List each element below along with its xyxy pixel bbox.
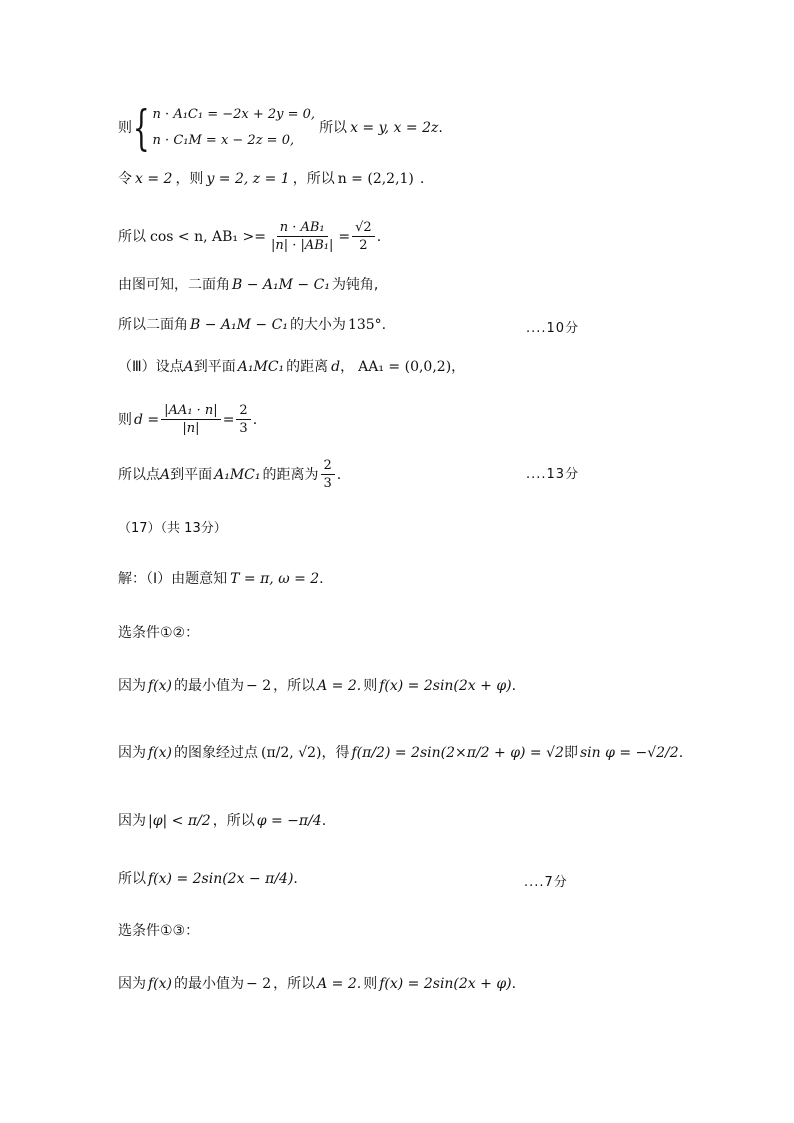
score-marker: ....10分 <box>526 321 580 336</box>
text: 的距离为 <box>262 466 319 483</box>
math: f(π/2) = 2sin(2×π/2 + φ) = √2 <box>351 745 564 761</box>
text: 所以 <box>118 228 146 245</box>
text: ，所以 <box>212 813 255 829</box>
text: 因为 <box>118 678 146 694</box>
line-part-three <box>118 358 465 376</box>
math: B − A₁M − C₁ <box>190 317 288 333</box>
line-function-result: 所以 f(x) = 2sin(2x − π/4) . <box>118 871 298 887</box>
equation-2: n · C₁M = x − 2z = 0, <box>152 133 295 148</box>
text: 解：（Ⅰ）由题意知 <box>118 571 228 587</box>
math: x = y, x = 2z <box>350 120 439 136</box>
math: x = 2 <box>135 171 173 187</box>
text: 则 <box>118 411 132 428</box>
text: ，所以 <box>273 976 316 992</box>
math: f(x) = 2sin(2x + φ) <box>379 976 512 992</box>
text: 则 <box>363 976 378 992</box>
condition-heading: 选条件①②： <box>118 625 200 641</box>
text: 所以点 <box>118 466 160 483</box>
condition-heading: 选条件①③： <box>118 923 200 939</box>
math: d <box>331 359 341 375</box>
line-dihedral-value: 所以二面角 B − A₁M − C₁ 的大小为 135° . <box>118 317 387 333</box>
math: f(x) <box>148 745 173 761</box>
fraction: $\frac{\text{n · AB₁}}{\text{|n| · |AB₁|}}$ <box>270 220 334 253</box>
text: 为钝角, <box>331 277 379 293</box>
math: f(x) <box>148 678 173 694</box>
text: 则 <box>363 678 378 694</box>
fraction: $\frac{\text{|AA₁ · n|}}{|n|}$ <box>161 403 221 436</box>
line-phi-range: 因为 |φ| < π/2 ，所以 φ = −π/4 . <box>118 813 327 829</box>
equation-system-line: 则 { n · A₁C₁ = −2x + 2y = 0, n · C₁M = x − 2z = 0, 所以 x = y, x = 2z . <box>118 100 443 156</box>
text: 所以 <box>319 120 348 136</box>
math: A <box>160 466 171 483</box>
line-min-value: 因为 f(x) 的最小值为 − 2 ，所以 A = 2. 则 f(x) = 2sin(2x + φ) . <box>118 678 517 694</box>
text: ， <box>451 359 466 375</box>
score-marker: ....13分 <box>526 467 580 482</box>
text: 的图象经过点 <box>174 745 259 761</box>
text: 所以 <box>118 871 146 887</box>
math: A₁MC₁ <box>214 466 261 483</box>
math: f(x) <box>148 976 173 992</box>
fraction: $\frac{2}{3}$ <box>236 403 250 436</box>
math: f(x) = 2sin(2x + φ) <box>379 678 512 694</box>
line-distance-formula: 则 d = $\frac{\text{|AA₁ · n|}}{|n|}$ = $\frac{2}{3}$ . <box>118 403 258 436</box>
math: sin φ = −√2/2 <box>579 745 679 761</box>
math: d = <box>134 411 160 428</box>
math: (π/2, √2) <box>261 745 322 761</box>
math: |φ| < π/2 <box>148 813 211 829</box>
math: B − A₁M − C₁ <box>232 277 330 293</box>
math: 135° <box>347 317 382 333</box>
text: ，所以 <box>292 171 335 187</box>
text: ， <box>340 359 355 375</box>
math: − 2 <box>246 976 272 992</box>
line-solution-start: 解：（Ⅰ）由题意知 T = π, ω = 2 . <box>118 571 324 587</box>
equation-1: n · A₁C₁ = −2x + 2y = 0, <box>152 107 316 122</box>
section-heading: （17）（共 13分） <box>118 521 227 536</box>
text: 则 <box>118 120 132 136</box>
fraction: $\frac{2}{3}$ <box>321 458 335 491</box>
text: ，则 <box>175 171 204 187</box>
line-cosine: 所以 cos < n, AB₁ >= $\frac{\text{n · AB₁}}{\text{|n| · |AB₁|}}$ = $\frac{√2}{2}$ . <box>118 220 382 253</box>
math: A₁MC₁ <box>237 359 285 375</box>
text: 到平面 <box>170 466 213 483</box>
math: AA₁ = (0,0,2) <box>358 359 452 375</box>
text: 因为 <box>118 976 146 992</box>
left-brace: { <box>132 100 150 156</box>
math: T = π, ω = 2 <box>230 571 320 587</box>
text: 所以二面角 <box>118 317 188 333</box>
line-dihedral-obtuse <box>118 276 378 294</box>
math: φ = −π/4 <box>256 813 322 829</box>
line-distance-result: 所以点 A 到平面 A₁MC₁ 的距离为 $\frac{2}{3}$ . <box>118 458 342 491</box>
text: 即 <box>563 745 578 761</box>
text: 令 <box>118 171 132 187</box>
fraction: $\frac{√2}{2}$ <box>352 220 375 253</box>
score-marker: ....7分 <box>524 875 568 890</box>
text: 因为 <box>118 813 146 829</box>
math: cos < n, AB₁ >= <box>150 228 266 245</box>
text: 的距离 <box>286 359 329 375</box>
normal-vector: n = (2,2,1) <box>337 171 414 187</box>
math: A = 2. <box>317 976 362 992</box>
text: 因为 <box>118 745 146 761</box>
text: 的最小值为 <box>174 678 245 694</box>
text: ，所以 <box>273 678 316 694</box>
line-passes-point: 因为 f(x) 的图象经过点 (π/2, √2) ，得 f(π/2) = 2sin(2×π/2 + φ) = √2 即 sin φ = −√2/2 . <box>118 745 684 761</box>
line-let-x: 令 x = 2 ，则 y = 2, z = 1 ，所以 n = (2,2,1) . <box>118 171 425 187</box>
math: A = 2. <box>317 678 362 694</box>
text: （Ⅲ）设点 <box>118 359 184 375</box>
math: − 2 <box>246 678 272 694</box>
line-min-value-2: 因为 f(x) 的最小值为 − 2 ，所以 A = 2. 则 f(x) = 2sin(2x + φ) . <box>118 976 517 992</box>
text: ，得 <box>321 745 350 761</box>
text: 由图可知，二面角 <box>118 277 230 293</box>
math: f(x) = 2sin(2x − π/4) <box>148 871 294 887</box>
math: y = 2, z = 1 <box>206 171 290 187</box>
text: 的最小值为 <box>174 976 245 992</box>
math: A <box>183 359 194 375</box>
text: 的大小为 <box>289 317 346 333</box>
text: 到平面 <box>193 359 236 375</box>
